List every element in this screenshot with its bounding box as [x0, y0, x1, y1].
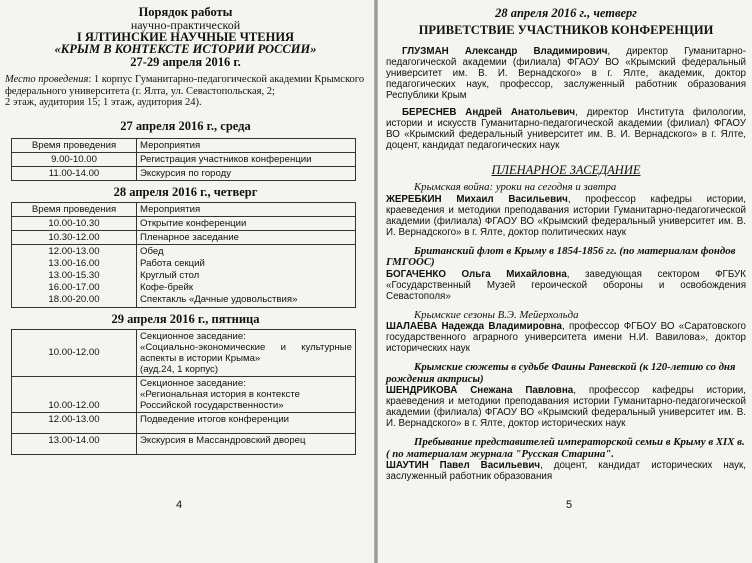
speaker-name: БОГАЧЕНКО Ольга Михайловна	[386, 268, 567, 280]
time-cell: 11.00-14.00	[12, 166, 137, 180]
venue-line-1: : 1 корпус Гуманитарно-педагогической академии Крымского	[88, 74, 365, 85]
left-page	[0, 0, 374, 563]
plenary-title: ПЛЕНАРНОЕ ЗАСЕДАНИЕ	[491, 163, 641, 177]
time-cell: 10.00-12.00	[12, 329, 137, 376]
title-line-3: I ЯЛТИНСКИЕ НАУЧНЫЕ ЧТЕНИЯ	[76, 29, 295, 44]
table-row	[12, 376, 356, 412]
table-row	[12, 230, 356, 244]
day-heading: 29 апреля 2016 г., пятница	[111, 311, 260, 326]
speaker-name: ШАЛАЕВА Надежда Владимировна	[386, 321, 562, 332]
speaker-details: , профессор кафедры истории, краеведения и методики преподавания истории Гуманитарно-педагогической академии (филиала) ФГАОУ ВО «Крымский федеральный университет им. В. И. Вернадского» в г. Ялте, доктор политических наук	[386, 193, 746, 238]
speaker-name: БЕРЕСНЕВ Андрей Анатольевич	[402, 107, 576, 118]
speaker-details: , доцент, кандидат исторических наук, заслуженный работник образования	[386, 460, 747, 482]
event-entry: «Социально-экономические и культурные аспекты в истории Крыма»	[140, 341, 352, 364]
time-cell: 12.00-13.00	[12, 412, 137, 433]
greetings-title: ПРИВЕТСТВИЕ УЧАСТНИКОВ КОНФЕРЕНЦИИ	[418, 23, 714, 37]
talk-topic: Крымские сезоны В.Э. Мейерхольда	[414, 308, 579, 321]
talk-item	[386, 362, 746, 429]
title-line-5: 27-29 апреля 2016 г.	[130, 54, 241, 69]
schedule-table	[11, 202, 356, 308]
table-header-row	[12, 202, 356, 216]
time-cell: 13.00-14.00	[12, 433, 137, 454]
greeting-paragraph	[386, 46, 746, 101]
schedule-table	[11, 138, 356, 181]
title-line-1: Порядок работы	[138, 5, 233, 19]
event-cell	[137, 329, 356, 376]
event-cell	[137, 244, 356, 307]
date-heading: 28 апреля 2016 г., четверг	[495, 6, 637, 20]
event-entry: (ауд.24, 1 корпус)	[140, 363, 219, 375]
venue-label: Место проведения	[5, 74, 89, 85]
title-line-2: научно-практической	[130, 17, 241, 32]
speaker-name: ГЛУЗМАН Александр Владимирович	[402, 46, 608, 57]
talk-item	[386, 182, 746, 238]
venue-line-3: 2 этаж, аудитория 15; 1 этаж, аудитория 24).	[5, 97, 202, 108]
time-entry: 13.00-15.30	[48, 269, 100, 281]
page-number: 5	[566, 499, 573, 511]
event-cell: Открытие конференции	[137, 216, 356, 230]
speaker-details: , директор Института филологии, истории и искусств Гуманитарно-педагогической академии (филиал) ФГАОУ ВО «Крымский федеральный университет им. В. И. Вернадского» в г. Ялте, доцент, кандидат педагогических наук	[386, 107, 746, 151]
talk-topic: Крымские сюжеты в судьбе Фаины Раневской (к 120-летию со дня рождения актрисы)	[386, 361, 736, 385]
time-entry: 13.00-16.00	[48, 257, 100, 269]
speaker-details: , профессор кафедры истории, краеведения и методики преподавания истории Гуманитарно-педагогической академии (филиала) ФГАОУ ВО «Крымский федеральный университет им. В. И. Вернадского» в г. Ялте, доктор исторических наук	[386, 385, 746, 429]
speaker-details: , профессор ФГБОУ ВО «Саратовского государственного аграрного университета имени Н.И. Вавилова», доктор исторических наук	[386, 321, 746, 354]
venue-line-2: федерального университета (г. Ялта, ул. Севастопольская, 2;	[5, 85, 275, 97]
talk-speaker	[386, 269, 746, 302]
time-cell	[12, 244, 137, 307]
table-row	[12, 433, 356, 454]
event-entry: Спектакль «Дачные удовольствия»	[140, 293, 298, 305]
day-heading: 27 апреля 2016 г., среда	[120, 118, 251, 133]
event-entry: Обед	[140, 245, 164, 257]
event-cell: Пленарное заседание	[137, 230, 356, 244]
page-number: 4	[176, 499, 183, 511]
time-entry: 16.00-17.00	[48, 281, 100, 293]
table-row	[12, 244, 356, 307]
program-title-block	[5, 6, 366, 68]
speaker-details: , заведующая сектором ФГБУК «Государственный Музей героической обороны и освобождения Севастополя»	[386, 268, 746, 302]
table-row	[12, 329, 356, 376]
event-entry: Работа секций	[140, 257, 205, 269]
talk-item	[386, 437, 746, 482]
talk-topic: Пребывание представителей императорской семьи в Крыму в XIX в. ( по материалам журнала "Русская Старина".	[386, 436, 745, 460]
schedule-table	[11, 329, 356, 455]
talk-topic: Крымская война: уроки на сегодня и завтра	[414, 181, 617, 193]
time-cell: 9.00-10.00	[12, 152, 137, 166]
time-cell: 10.30-12.00	[12, 230, 137, 244]
right-page	[378, 0, 752, 563]
talk-speaker	[386, 321, 746, 354]
speaker-name: ШЕНДРИКОВА Снежана Павловна	[386, 385, 574, 396]
time-entry: 18.00-20.00	[48, 293, 100, 305]
col-event-header: Мероприятия	[137, 202, 356, 216]
talk-topic: Британский флот в Крыму в 1854-1856 гг. (по материалам фондов ГМГООС)	[386, 244, 736, 268]
table-row	[12, 412, 356, 433]
col-time-header: Время проведения	[12, 202, 137, 216]
col-event-header: Мероприятия	[137, 138, 356, 152]
event-entry: Круглый стол	[140, 269, 200, 281]
table-header-row	[12, 138, 356, 152]
time-entry: 12.00-13.00	[48, 245, 100, 257]
day-heading: 28 апреля 2016 г., четверг	[113, 184, 258, 199]
speaker-name: ЖЕРЕБКИН Михаил Васильевич	[386, 193, 568, 205]
event-entry: «Региональная история в контексте Российской государственности»	[140, 388, 300, 411]
event-cell: Экскурсия в Массандровский дворец	[137, 433, 356, 454]
table-row	[12, 166, 356, 180]
venue-block	[5, 74, 366, 109]
speaker-details: , директор Гуманитарно-педагогической академии (филиала) ФГАОУ ВО «Крымский федеральный университет им. В. И. Вернадского» в г. Ялте, академик, доктор педагогических наук, профессор, заслуженный работник образования Республики Крым	[386, 46, 746, 101]
event-entry: Кофе-брейк	[140, 281, 194, 293]
talk-speaker	[386, 385, 746, 429]
event-cell: Подведение итогов конференции	[137, 412, 356, 433]
time-cell: 10.00-10.30	[12, 216, 137, 230]
event-cell: Экскурсия по городу	[137, 166, 356, 180]
event-cell	[137, 376, 356, 412]
event-cell: Регистрация участников конференции	[137, 152, 356, 166]
event-entry: Секционное заседание:	[140, 377, 246, 389]
event-entry: Секционное заседание:	[140, 330, 246, 342]
talk-speaker	[386, 460, 746, 482]
talk-item	[386, 310, 746, 355]
speaker-name: ШАУТИН Павел Васильевич	[386, 460, 541, 471]
col-time-header: Время проведения	[12, 138, 137, 152]
talk-item	[386, 246, 746, 302]
table-row	[12, 216, 356, 230]
table-row	[12, 152, 356, 166]
time-cell: 10.00-12.00	[12, 376, 137, 412]
talk-speaker	[386, 194, 746, 238]
title-line-4: «КРЫМ В КОНТЕКСТЕ ИСТОРИИ РОССИИ»	[54, 42, 317, 56]
greeting-paragraph	[386, 107, 746, 151]
